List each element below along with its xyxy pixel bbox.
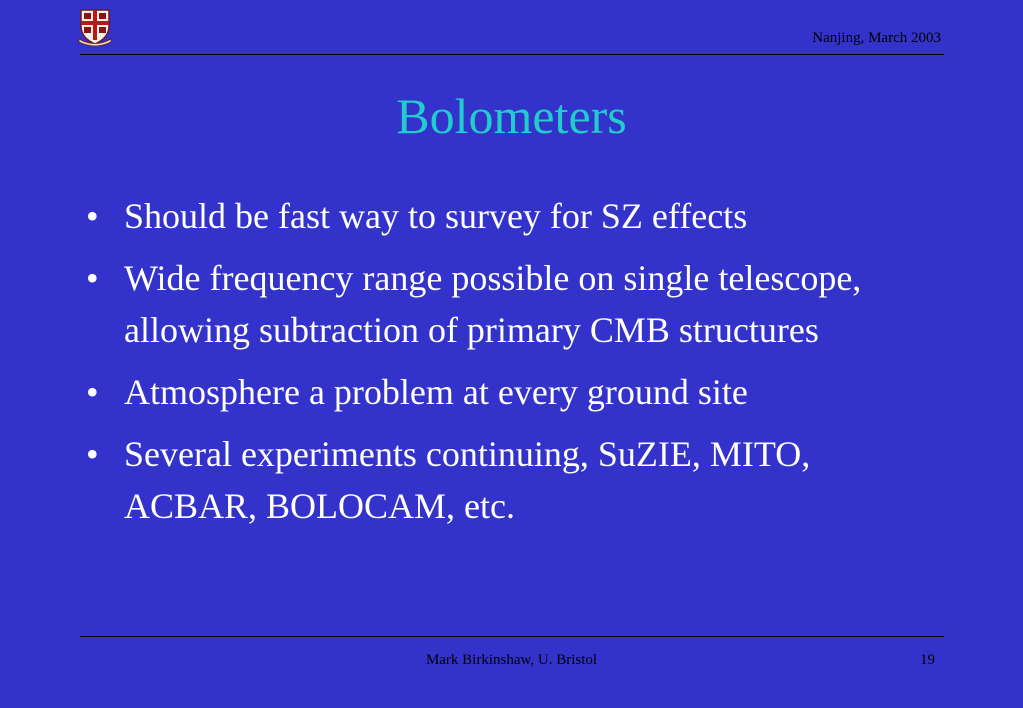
bullet-dot: •	[86, 196, 99, 236]
bullet-item	[86, 428, 946, 532]
page-number: 19	[920, 652, 935, 668]
bullet-text: Several experiments continuing, SuZIE, MITO, ACBAR, BOLOCAM, etc.	[124, 434, 811, 526]
header-divider	[80, 54, 944, 55]
bullet-text: Should be fast way to survey for SZ effects	[124, 196, 748, 236]
bullet-dot: •	[86, 258, 99, 298]
slide-title: Bolometers	[396, 88, 627, 144]
bullet-item	[86, 190, 946, 242]
bullet-item	[86, 366, 946, 418]
university-crest-logo	[78, 6, 112, 46]
crest-icon	[78, 6, 112, 46]
bullet-list	[86, 190, 946, 542]
footer-author: Mark Birkinshaw, U. Bristol	[425, 652, 598, 668]
bullet-text: Wide frequency range possible on single telescope, allowing subtraction of primary CMB structures	[124, 258, 862, 350]
bullet-dot: •	[86, 434, 99, 474]
header-event-label: Nanjing, March 2003	[812, 30, 941, 46]
bullet-dot: •	[86, 372, 99, 412]
footer-divider	[80, 636, 944, 637]
bullet-text: Atmosphere a problem at every ground site	[124, 372, 748, 412]
bullet-item	[86, 252, 946, 356]
